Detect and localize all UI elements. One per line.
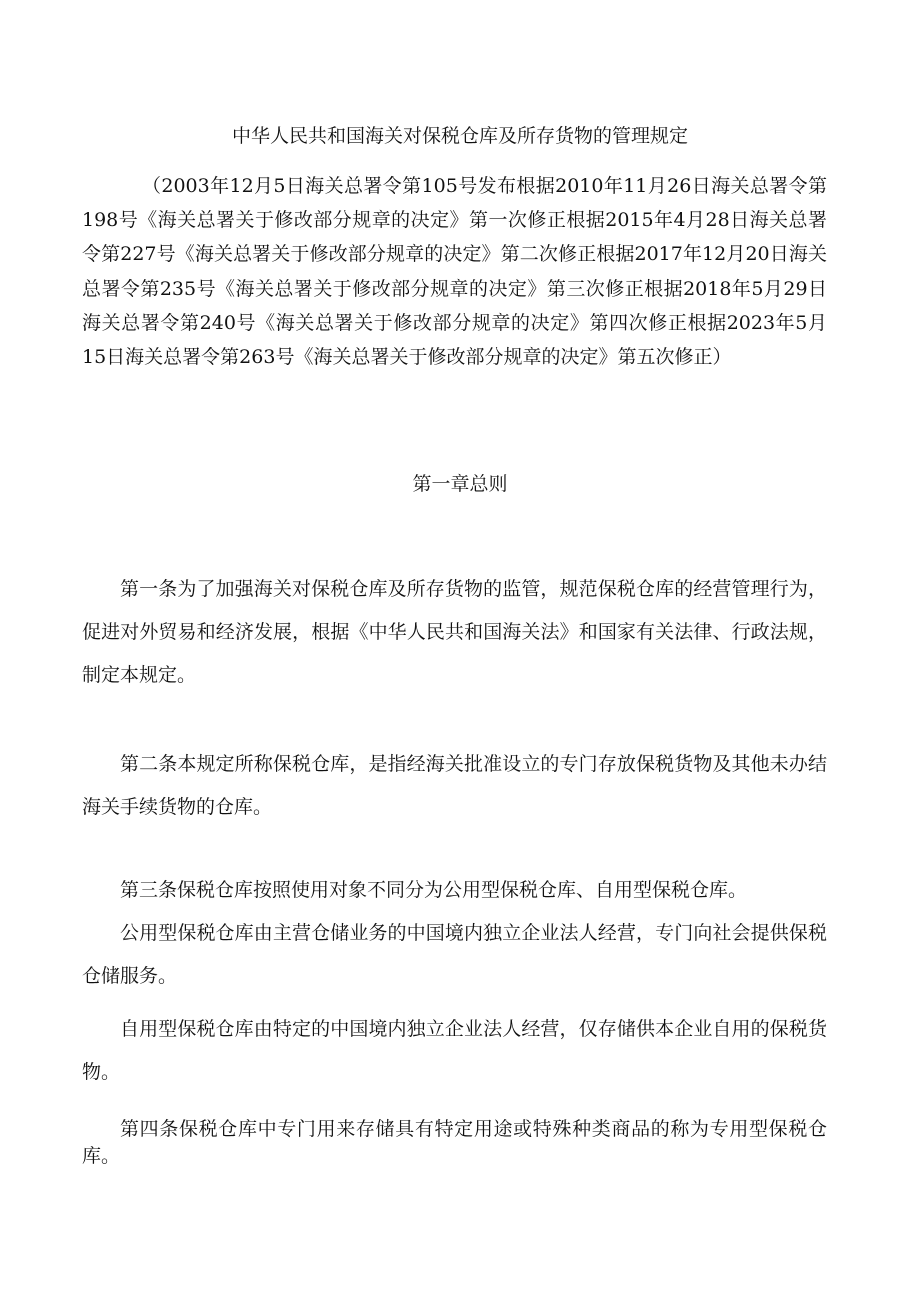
chapter-heading: 第一章总则 [412,473,508,495]
article-3: 第三条保税仓库按照使用对象不同分为公用型保税仓库、自用型保税仓库。 [120,879,748,901]
article-2: 第二条本规定所称保税仓库，是指经海关批准设立的专门存放保税货物及其他未办结海关手续货物的仓库。 [82,753,827,818]
article-4: 第四条保税仓库中专门用来存储具有特定用途或特殊种类商品的称为专用型保税仓库。 [82,1118,827,1167]
article-1: 第一条为了加强海关对保税仓库及所存货物的监管，规范保税仓库的经营管理行为，促进对外贸易和经济发展，根据《中华人民共和国海关法》和国家有关法律、行政法规，制定本规定。 [82,578,827,686]
document-title: 中华人民共和国海关对保税仓库及所存货物的管理规定 [231,125,688,147]
revision-history: （2003年12月5日海关总署令第105号发布根据2010年11月26日海关总署令第198号《海关总署关于修改部分规章的决定》第一次修正根据2015年4月28日海关总署令第227号《海关总署关于修改部分规章的决定》第二次修正根据2017年12月20日海关总署令第235号《海关总署关于修改部分规章的决定》第三次修正根据2018年5月29日海关总署令第240号《海关总署关于修改部分规章的决定》第四次修正根据2023年5月15日海关总署令第263号《海关总署关于修改部分规章的决定》第五次修正） [82,175,827,369]
article-3-paragraph-3: 自用型保税仓库由特定的中国境内独立企业法人经营，仅存储供本企业自用的保税货物。 [82,1018,827,1083]
article-3-paragraph-2: 公用型保税仓库由主营仓储业务的中国境内独立企业法人经营，专门向社会提供保税仓储服务。 [82,922,827,987]
